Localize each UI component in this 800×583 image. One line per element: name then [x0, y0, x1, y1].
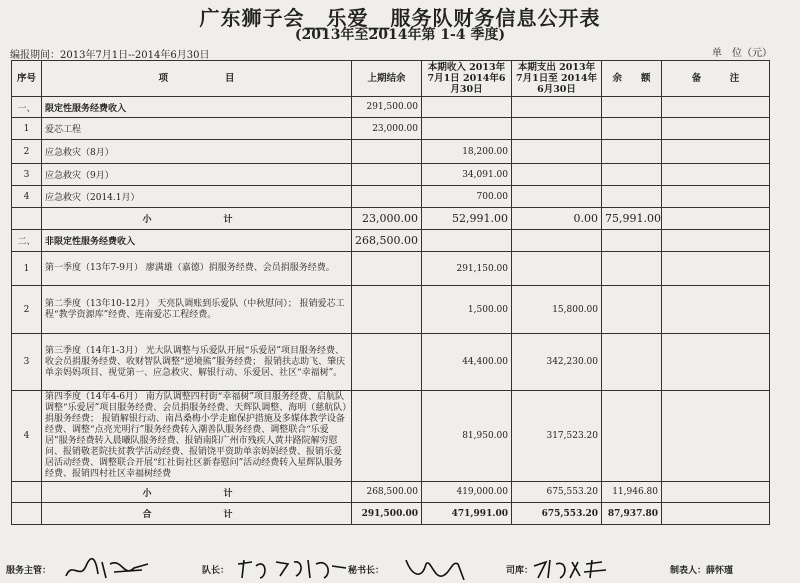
cell-prev: 23,000.00: [352, 118, 422, 140]
cell-remark: [662, 391, 770, 482]
cell-item: 限定性服务经费收入: [42, 97, 352, 118]
cell-expense: [512, 118, 602, 140]
cell-seq: 2: [12, 286, 42, 334]
cell-prev: 268,500.00: [352, 482, 422, 503]
cell-expense: [512, 140, 602, 164]
cell-income: [422, 97, 512, 118]
cell-balance: [602, 118, 662, 140]
cell-remark: [662, 503, 770, 525]
treasurer-signature: [530, 556, 610, 580]
cell-remark: [662, 186, 770, 208]
cell-income: 471,991.00: [422, 503, 512, 525]
cell-prev: 291,500.00: [352, 503, 422, 525]
treasurer-label: 司库：: [506, 566, 534, 576]
cell-prev: [352, 140, 422, 164]
cell-income: [422, 230, 512, 252]
cell-seq: 1: [12, 252, 42, 286]
cell-balance: [602, 164, 662, 186]
cell-item: 第二季度（13年10-12月） 天亮队调账到乐爱队（中秋慰问）； 报销爱芯工程“教学资源库”经费、连南爱芯工程经费。: [42, 286, 352, 334]
cell-expense: [512, 186, 602, 208]
col-header-balance: 余 额: [602, 61, 662, 97]
cell-item: 应急救灾（2014.1月）: [42, 186, 352, 208]
cell-income: 44,400.00: [422, 334, 512, 391]
cell-remark: [662, 334, 770, 391]
cell-expense: [512, 164, 602, 186]
cell-remark: [662, 208, 770, 230]
cell-item: 小 计: [42, 208, 352, 230]
table-row: [12, 230, 770, 252]
cell-balance: [602, 286, 662, 334]
captain-label: 队长：: [202, 566, 230, 576]
cell-income: 1,500.00: [422, 286, 512, 334]
cell-seq: 一、: [12, 97, 42, 118]
secretary-signature: [400, 556, 470, 580]
cell-prev: 268,500.00: [352, 230, 422, 252]
cell-seq: [12, 208, 42, 230]
cell-balance: [602, 391, 662, 482]
cell-prev: [352, 334, 422, 391]
table-row: [12, 164, 770, 186]
cell-remark: [662, 230, 770, 252]
col-header-remark: 备 注: [662, 61, 770, 97]
cell-income: 18,200.00: [422, 140, 512, 164]
cell-seq: 3: [12, 334, 42, 391]
cell-income: 34,091.00: [422, 164, 512, 186]
col-header-item: 项 目: [42, 61, 352, 97]
cell-item: 合 计: [42, 503, 352, 525]
cell-remark: [662, 97, 770, 118]
cell-seq: 4: [12, 186, 42, 208]
cell-income: 81,950.00: [422, 391, 512, 482]
total-row: [12, 503, 770, 525]
cell-seq: 3: [12, 164, 42, 186]
table-row: [12, 252, 770, 286]
cell-item: 第一季度（13年7-9月） 廖满雄（嘉德）捐服务经费、会员捐服务经费。: [42, 252, 352, 286]
cell-expense: [512, 230, 602, 252]
table-row: [12, 391, 770, 482]
supervisor-label: 服务主管：: [6, 566, 52, 576]
cell-prev: [352, 164, 422, 186]
cell-remark: [662, 482, 770, 503]
cell-seq: [12, 482, 42, 503]
cell-item: 应急救灾（8月）: [42, 140, 352, 164]
cell-item: 非限定性服务经费收入: [42, 230, 352, 252]
table-row: [12, 97, 770, 118]
cell-remark: [662, 164, 770, 186]
cell-balance: [602, 186, 662, 208]
cell-expense: 675,553.20: [512, 482, 602, 503]
cell-balance: 75,991.00: [602, 208, 662, 230]
cell-prev: [352, 286, 422, 334]
finance-table: [11, 60, 770, 525]
preparer-label: 制表人：薛怀瑾: [670, 566, 734, 576]
cell-remark: [662, 140, 770, 164]
cell-prev: 291,500.00: [352, 97, 422, 118]
page-title: 广东狮子会__乐爱__服务队财务信息公开表: [199, 6, 601, 30]
cell-expense: 675,553.20: [512, 503, 602, 525]
cell-item: 爱芯工程: [42, 118, 352, 140]
cell-seq: 4: [12, 391, 42, 482]
cell-item: 第四季度（14年4-6月） 南方队调整四村街“幸福树”项目服务经费、启航队调整“乐爱居”项目服务经费、会员捐服务经费、天辉队调整、海明（慈航队）捐服务经费； 报销解银行动、南昌桑梅小学走廊保护措施及多媒体教学设备经费、调整“点亮光明行”服务经费转入潮善队服务经费、调整联合“乐爱居”服务经费转入晨曦队服务经费、报销南阳广州市残疾人黄井路院解穷慰问、报销敬老院扶贫教学活动经费、报销饶平资助单亲妈妈经费、报销乐爱居活动经费、调整联合开展“红社街社区新春慰问”活动经费转入星辉队服务经费、报销四村社区幸福树经费: [42, 391, 352, 482]
secretary-label: 秘书长：: [348, 566, 385, 576]
col-header-expense: 本期支出 2013年7月1日至 2014年6月30日: [512, 61, 602, 97]
cell-expense: 15,800.00: [512, 286, 602, 334]
cell-expense: 317,523.20: [512, 391, 602, 482]
cell-balance: [602, 140, 662, 164]
cell-balance: [602, 97, 662, 118]
cell-seq: 2: [12, 140, 42, 164]
cell-seq: 1: [12, 118, 42, 140]
cell-income: 52,991.00: [422, 208, 512, 230]
col-header-prev-balance: 上期结余: [352, 61, 422, 97]
cell-seq: [12, 503, 42, 525]
cell-prev: [352, 391, 422, 482]
cell-remark: [662, 252, 770, 286]
cell-item: 应急救灾（9月）: [42, 164, 352, 186]
col-header-seq: 序号: [12, 61, 42, 97]
cell-income: [422, 118, 512, 140]
report-period: 编报期间：2013年7月1日--2014年6月30日: [10, 50, 210, 61]
cell-expense: 342,230.00: [512, 334, 602, 391]
cell-remark: [662, 118, 770, 140]
cell-balance: [602, 334, 662, 391]
cell-expense: [512, 252, 602, 286]
cell-expense: 0.00: [512, 208, 602, 230]
cell-prev: [352, 252, 422, 286]
table-row: [12, 186, 770, 208]
cell-balance: [602, 230, 662, 252]
cell-prev: 23,000.00: [352, 208, 422, 230]
cell-income: 291,150.00: [422, 252, 512, 286]
cell-income: 419,000.00: [422, 482, 512, 503]
table-row: [12, 118, 770, 140]
cell-income: 700.00: [422, 186, 512, 208]
page-subtitle: (2013年至2014年第 1-4 季度): [294, 27, 506, 43]
cell-balance: 11,946.80: [602, 482, 662, 503]
table-row: [12, 286, 770, 334]
currency-unit: 单 位（元）: [712, 48, 772, 59]
col-header-income: 本期收入 2013年7月1日 2014年6月30日: [422, 61, 512, 97]
supervisor-signature: [62, 556, 152, 580]
cell-item: 小 计: [42, 482, 352, 503]
table-header-row: [12, 61, 770, 97]
cell-item: 第三季度（14年1-3月） 光大队调整与乐爱队开展“乐爱居”项目服务经费、收会员捐服务经费、收财智队调整“逆境熊”服务经费； 报销扶志助飞、肇庆单亲妈妈项目、视觉第一、应急救灾、解银行动、乐爱居、社区“幸福树”。: [42, 334, 352, 391]
cell-balance: 87,937.80: [602, 503, 662, 525]
cell-balance: [602, 252, 662, 286]
table-row: [12, 334, 770, 391]
table-row: [12, 140, 770, 164]
cell-prev: [352, 186, 422, 208]
subtotal-row: [12, 482, 770, 503]
signature-footer: [0, 556, 800, 583]
subtotal-row: [12, 208, 770, 230]
captain-signature: [232, 556, 352, 580]
cell-seq: 二、: [12, 230, 42, 252]
cell-expense: [512, 97, 602, 118]
cell-remark: [662, 286, 770, 334]
